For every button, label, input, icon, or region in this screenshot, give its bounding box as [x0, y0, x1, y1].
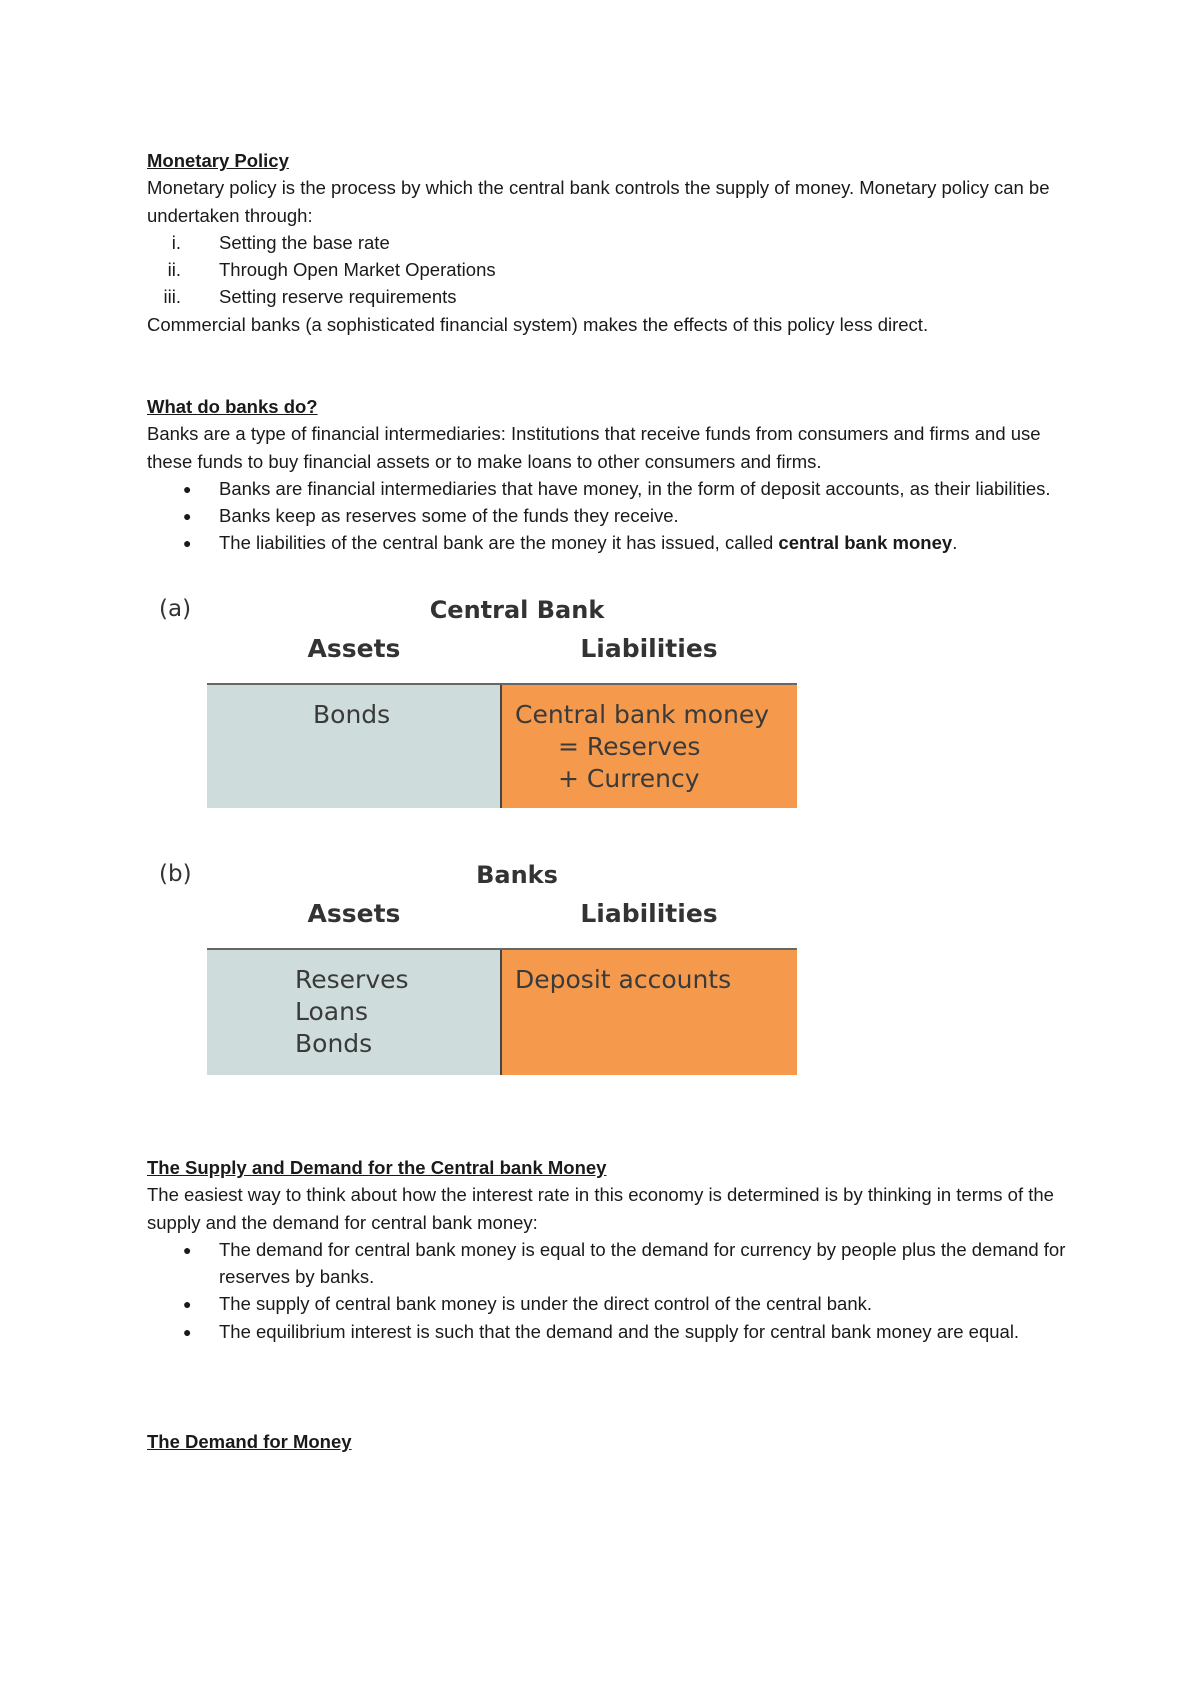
section-supply-demand-central-bank-money: [147, 1154, 1077, 1345]
assets-column-header: Assets: [307, 899, 401, 928]
section-heading: Monetary Policy: [147, 150, 289, 171]
bullet-text: The supply of central bank money is under the direct control of the central bank.: [219, 1293, 873, 1315]
bold-term: central bank money: [778, 532, 953, 554]
section-monetary-policy: [147, 147, 1077, 338]
bullet-item: [147, 1290, 1077, 1317]
asset-line: Bonds: [313, 700, 391, 729]
list-number: iii.: [163, 286, 181, 308]
assets-cell: [207, 950, 502, 1075]
liabilities-cell: [502, 950, 797, 1075]
bullet-icon: ●: [183, 1241, 192, 1258]
list-text: Setting the base rate: [219, 231, 390, 253]
liability-line: + Currency: [558, 764, 700, 793]
section-heading: What do banks do?: [147, 396, 318, 417]
bullet-icon: ●: [183, 480, 192, 497]
list-number: ii.: [167, 259, 181, 281]
paragraph: Monetary policy is the process by which the central bank controls the supply of money. Monetary policy can be undertaken through:: [147, 177, 1050, 226]
figure-tag: (a): [159, 596, 192, 622]
bullet-icon: ●: [183, 1296, 192, 1313]
list-number: i.: [171, 231, 181, 253]
section-demand-for-money: [147, 1428, 1077, 1455]
list-text: Setting reserve requirements: [219, 286, 457, 308]
bullet-item: [147, 1236, 1077, 1291]
list-item: [147, 283, 1077, 310]
paragraph: Banks are a type of financial intermediaries: Institutions that receive funds from consumers and firms and use these funds to buy financial assets or to make loans to other consumers and firms.: [147, 423, 1041, 472]
liabilities-column-header: Liabilities: [580, 899, 718, 928]
liability-line: = Reserves: [558, 732, 701, 761]
assets-column-header: Assets: [307, 634, 401, 663]
asset-line: Loans: [295, 997, 368, 1026]
bullet-text: The demand for central bank money is equal to the demand for currency by people plus the demand for reserves by banks.: [219, 1238, 1066, 1288]
figure-title: Banks: [476, 861, 558, 889]
bullet-text: The equilibrium interest is such that the demand and the supply for central bank money are equal.: [219, 1320, 1020, 1342]
balance-sheet-t-account: [207, 683, 797, 808]
paragraph: Commercial banks (a sophisticated financial system) makes the effects of this policy less direct.: [147, 313, 929, 335]
liabilities-cell: [502, 685, 797, 808]
bullet-icon: ●: [183, 1323, 192, 1340]
bullet-item: [147, 475, 1077, 502]
list-item: [147, 256, 1077, 283]
bullet-text: Banks are financial intermediaries that have money, in the form of deposit accounts, as their liabilities.: [219, 477, 1051, 499]
bullet-item: [147, 529, 1077, 556]
bullet-text: Banks keep as reserves some of the funds they receive.: [219, 505, 679, 527]
liabilities-column-header: Liabilities: [580, 634, 718, 663]
figure-central-bank: [147, 596, 807, 816]
bullet-icon: ●: [183, 535, 192, 552]
list-item: [147, 229, 1077, 256]
asset-line: Reserves: [295, 965, 409, 994]
assets-cell: [207, 685, 502, 808]
bullet-item: [147, 502, 1077, 529]
figure-title: Central Bank: [429, 596, 605, 624]
figure-banks: [147, 861, 807, 1081]
figure-tag: (b): [159, 861, 192, 887]
list-text: Through Open Market Operations: [219, 259, 496, 281]
asset-line: Bonds: [295, 1029, 373, 1058]
section-what-do-banks-do: [147, 393, 1077, 557]
section-heading: The Demand for Money: [147, 1431, 352, 1452]
balance-sheet-t-account: [207, 948, 797, 1075]
liability-line: Central bank money: [515, 700, 770, 729]
liability-line: Deposit accounts: [515, 965, 732, 994]
bullet-item: [147, 1318, 1077, 1345]
bullet-text: .: [952, 532, 958, 554]
paragraph: The easiest way to think about how the interest rate in this economy is determined is by thinking in terms of the supply and the demand for central bank money:: [147, 1184, 1054, 1233]
section-heading: The Supply and Demand for the Central bank Money: [147, 1157, 607, 1178]
bullet-icon: ●: [183, 508, 192, 525]
bullet-text: The liabilities of the central bank are the money it has issued, called: [219, 532, 779, 554]
